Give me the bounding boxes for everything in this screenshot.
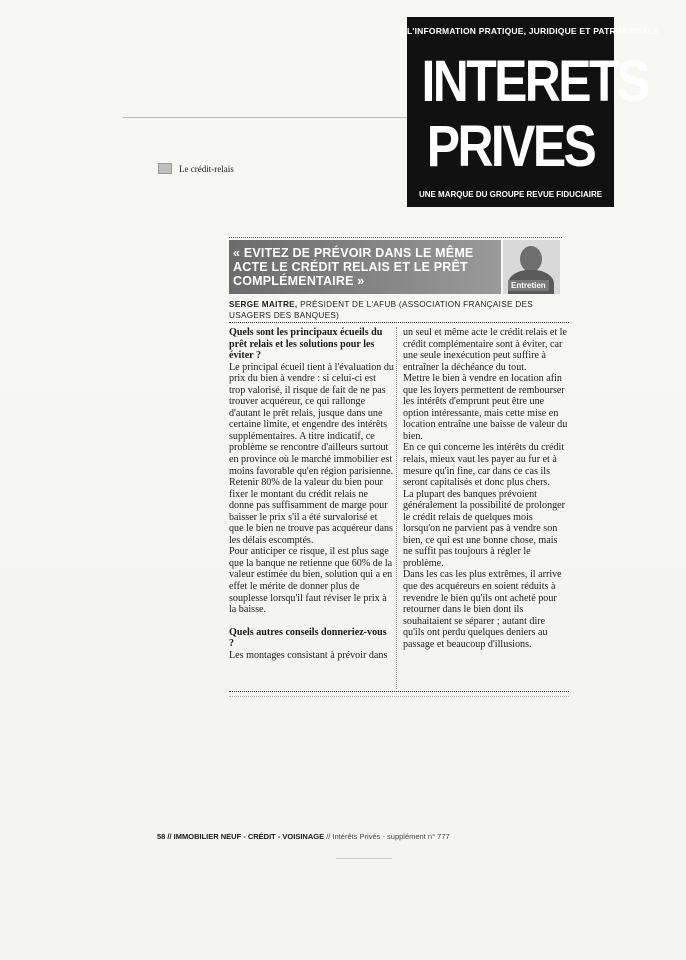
masthead [407,17,660,207]
right-paragraph-5: Dans les cas les plus extrêmes, il arrive que des acquéreurs en soient réduits à revendre le bien qu'ils ont acheté pour retourner dans le bien dont ils souhaitaient se séparer ; autant dire qu'ils ont perdu quelques deniers au passage et beaucoup d'illusions. [403,569,562,650]
answer-1-paragraph-3: Pour anticiper ce risque, il est plus sage que la banque ne retienne que 60% de la valeur estimée du bien, solution qui a en effet le mérite de donner plus de souplesse lorsqu'il faut réviser le prix à la baisse. [229,546,393,616]
interview-tag: Entretien [508,280,549,291]
byline-rule [229,322,569,323]
portrait-head [520,246,542,272]
right-paragraph-4: La plupart des banques prévoient généralement la possibilité de prolonger le crédit relais de quelques mois lorsqu'on ne parvient pas à vendre son bien, ce qui est une bonne chose, mais ne suffit pas toujours à régler le problème. [403,488,566,569]
answer-1-paragraph-1: Le principal écueil tient à l'évaluation du prix du bien à vendre : si celui-ci est trop valorisé, il risque de fait de ne pas trouver acquéreur, ce qui rallonge d'autant le prêt relais, jusque dans une certaine limite, et engendre des intérêts supplémentaires. A titre indicatif, ce problème se rencontre d'ailleurs surtout en province où le marché immobilier est moins favorable qu'en région parisienne. [229,361,394,477]
footer-left: 58 // IMMOBILIER NEUF - CRÉDIT - VOISINAGE [157,832,325,841]
question-2: Quels autres conseils donneriez-vous ? [229,626,387,650]
section-marker-icon [158,163,172,174]
column-separator [396,327,397,689]
article-column-right [403,327,568,650]
masthead-tagline: L'INFORMATION PRATIQUE, JURIDIQUE ET PATRIMONIALE [407,26,660,36]
byline-role: PRÉSIDENT DE L'AFUB (ASSOCIATION FRANÇAISE DES USAGERS DES BANQUES) [229,300,534,320]
section-header [158,163,234,174]
footer-right: // Intérêts Privés - supplément n° 777 [324,832,450,841]
footer-rule [336,858,392,859]
headline: « EVITEZ DE PRÉVOIR DANS LE MÊME ACTE LE CRÉDIT RELAIS ET LE PRÊT COMPLÉMENTAIRE » [233,246,474,288]
right-paragraph-2: Mettre le bien à vendre en location afin que les loyers permettent de rembourser les intérêts d'emprunt peut être une option intéressante, mais cette mise en location entraîne une baisse de valeur du bien. [403,373,568,442]
masthead-subtitle: UNE MARQUE DU GROUPE REVUE FIDUCIAIRE [418,190,603,199]
headline-banner [229,240,501,294]
byline-name: SERGE MAITRE, [229,300,298,309]
masthead-title-line1: INTERETS [421,49,648,114]
banner-top-rule [229,237,562,238]
spacer [229,616,394,627]
page-footer [157,832,450,841]
header-rule [123,117,407,118]
answer-1-paragraph-2: Retenir 80% de la valeur du bien pour fixer le montant du crédit relais ne donne pas suffisamment de marge pour baisser le prix s'il a été survalorisé et que le bien ne trouve pas acquéreur dans les délais escomptés. [229,477,393,546]
section-label: Le crédit-relais [179,163,234,174]
byline [229,300,569,321]
right-paragraph-1: un seul et même acte le crédit relais et le crédit complémentaire sont à éviter, car une seule inexécution peut suffire à entraîner la déchéance du tout. [403,327,567,373]
article-column-left [229,327,394,661]
masthead-title-line2: PRIVES [426,114,595,179]
answer-2-paragraph-1: Les montages consistant à prévoir dans [229,649,388,661]
right-paragraph-3: En ce qui concerne les intérêts du crédit relais, mieux vaut les payer au fur et à mesure qu'in fine, car dans ce cas ils seront capitalisés et donc plus chers. [403,442,565,489]
article-bottom-rule [229,691,569,692]
question-1: Quels sont les principaux écueils du prêt relais et les solutions pour les éviter ? [229,327,383,362]
article-bottom-rule-2 [229,696,569,697]
